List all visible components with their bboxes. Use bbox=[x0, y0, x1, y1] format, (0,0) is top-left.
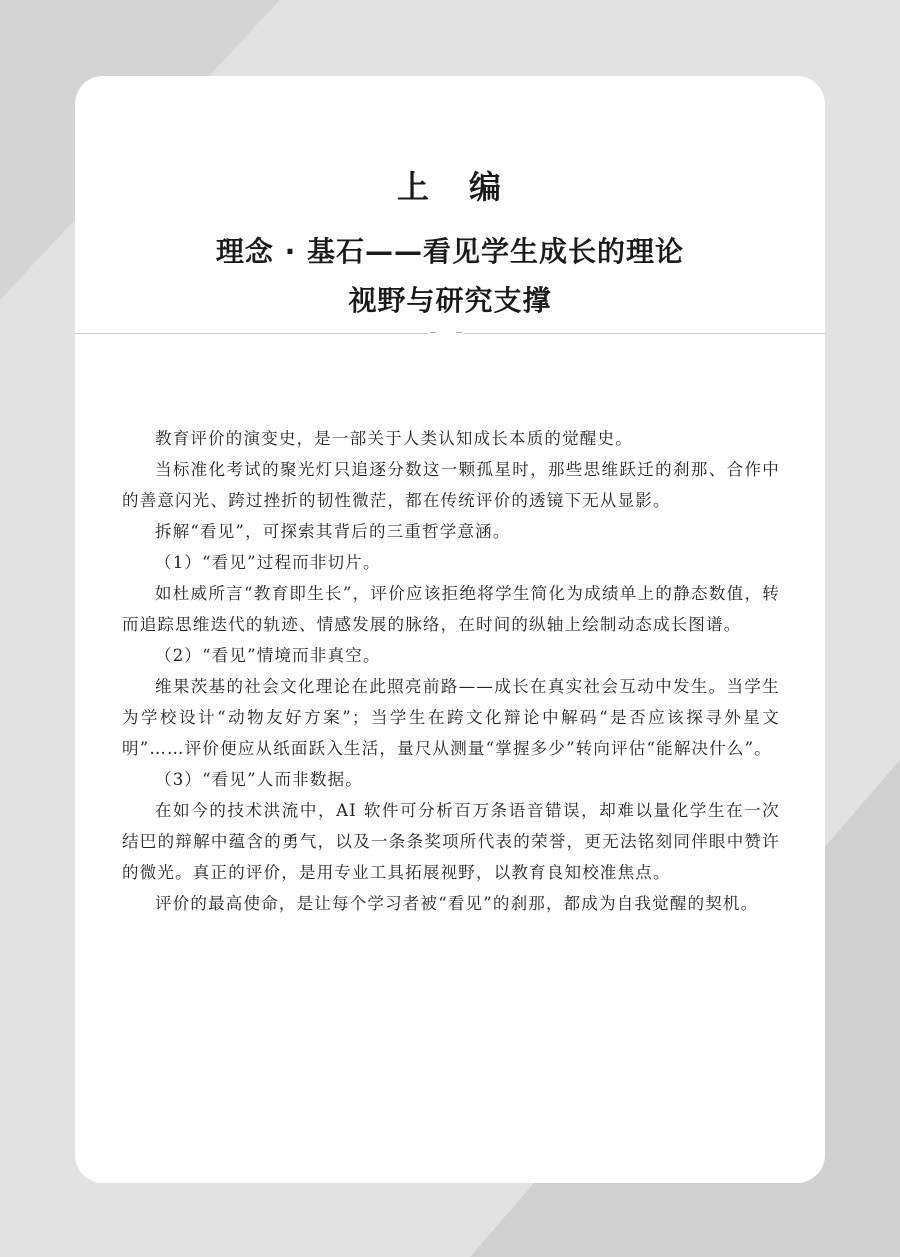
paragraph: （1）“看见”过程而非切片。 bbox=[155, 553, 381, 572]
paragraph: 在如今的技术洪流中，AI 软件可分析百万条语音错误，却难以量化学生在一次结巴的辩解中蕴含的勇气，以及一条条奖项所代表的荣誉，更无法铭刻同伴眼中赞许的微光。真正的评价，是用专业工具拓展视野，以教育良知校准焦点。 bbox=[122, 801, 780, 882]
part-title bbox=[0, 162, 900, 208]
subtitle-line-1: 理念 · 基石——看见学生成长的理论 bbox=[215, 235, 685, 268]
subtitle-line-2: 视野与研究支撑 bbox=[348, 284, 552, 317]
part-title-char-1: 上 bbox=[396, 168, 431, 206]
paragraph: （3）“看见”人而非数据。 bbox=[155, 770, 363, 789]
divider-ornament bbox=[428, 331, 464, 336]
paragraph: 教育评价的演变史，是一部关于人类认知成长本质的觉醒史。 bbox=[155, 429, 633, 448]
paragraph: 维果茨基的社会文化理论在此照亮前路——成长在真实社会互动中发生。当学生为学校设计“动物友好方案”；当学生在跨文化辩论中解码“是否应该探寻外星文明”……评价便应从纸面跃入生活，量尺从测量“掌握多少”转向评估“能解决什么”。 bbox=[122, 677, 780, 758]
paragraph: 拆解“看见”，可探索其背后的三重哲学意涵。 bbox=[155, 522, 511, 541]
paragraph: （2）“看见”情境而非真空。 bbox=[155, 646, 381, 665]
body-text bbox=[122, 423, 780, 919]
paragraph: 评价的最高使命，是让每个学习者被“看见”的刹那，都成为自我觉醒的契机。 bbox=[155, 894, 759, 913]
paragraph: 当标准化考试的聚光灯只追逐分数这一颗孤星时，那些思维跃迁的刹那、合作中的善意闪光、跨过挫折的韧性微茫，都在传统评价的透镜下无从显影。 bbox=[122, 460, 780, 510]
part-title-char-2: 编 bbox=[469, 168, 504, 206]
paragraph: 如杜威所言“教育即生长”，评价应该拒绝将学生简化为成绩单上的静态数值，转而追踪思维迭代的轨迹、情感发展的脉络，在时间的纵轴上绘制动态成长图谱。 bbox=[122, 584, 780, 634]
